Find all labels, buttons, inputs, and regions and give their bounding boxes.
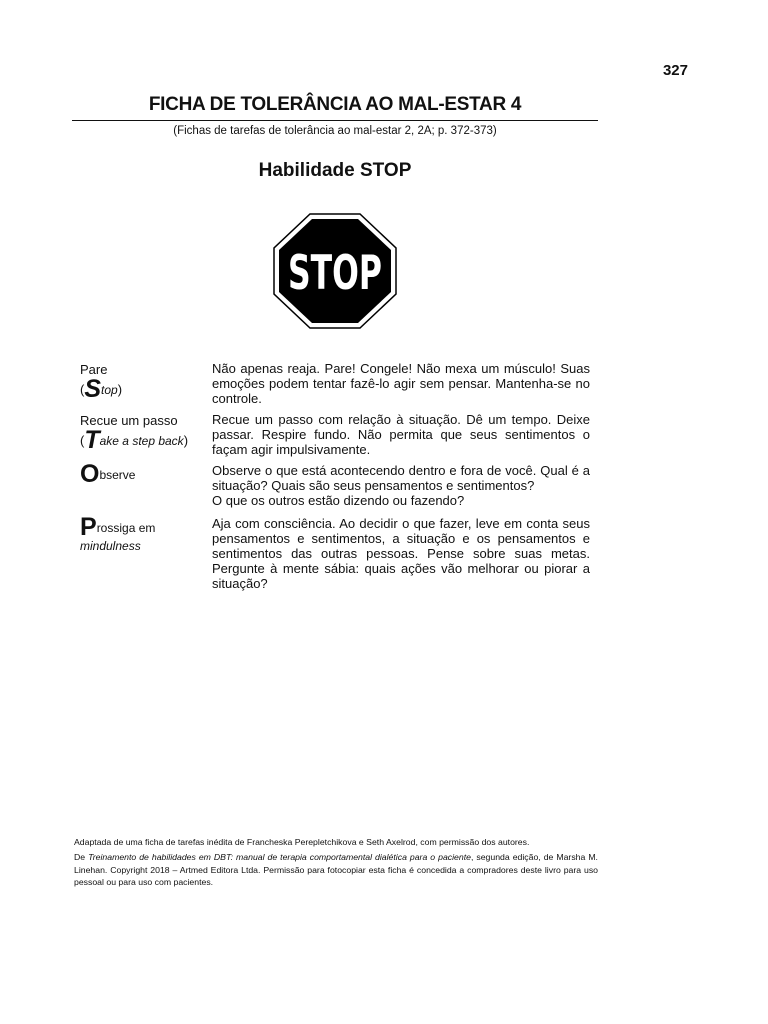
row-description: Recue um passo com relação à situação. Dê um tempo. Deixe passar. Respire fundo. Não permita que seus sentimentos o façam agir impulsivamente. (212, 412, 590, 457)
description-line: O que os outros estão dizendo ou fazendo? (212, 493, 465, 508)
label-mindfulness: mindulness (80, 539, 141, 553)
initial-letter: S (84, 375, 102, 403)
copyright-text: , segunda edição, de Marsha M. Linehan. Copyright 2018 – Artmed Editora Ltda. Permissão para fotocopiar esta ficha é concedida a compradores deste livro para uso pessoal ou para uso com pacientes. (74, 852, 598, 887)
adaptation-note: Adaptada de uma ficha de tarefas inédita de Francheska Perepletchikova e Seth Axelrod, com permissão dos autores. (74, 837, 530, 847)
description-line: Observe o que está acontecendo dentro e fora de você. Qual é a situação? Quais são seus pensamentos e sentimentos? (212, 463, 590, 493)
paren-close: ) (117, 382, 123, 397)
row-label (80, 513, 212, 591)
skill-heading: Habilidade STOP (258, 160, 412, 181)
source-prefix: De (74, 852, 89, 863)
initial-letter: O (80, 460, 100, 488)
term-rest: rossiga em (96, 521, 156, 535)
stop-skill-table (80, 361, 600, 591)
initial-letter: T (84, 426, 100, 454)
page-number: 327 (662, 62, 688, 79)
term-rest: ake a step back (99, 434, 184, 448)
row-description: Não apenas reaja. Pare! Congele! Não mexa um músculo! Suas emoções podem tentar fazê-lo agir sem pensar. Mantenha-se no controle. (212, 361, 590, 406)
row-description: Aja com consciência. Ao decidir o que fazer, leve em conta seus pensamentos e sentimentos, a situação e os pensamentos e sentimentos das outras pessoas. Pense sobre suas metas. Pergunte à mente sábia: quais ações vão melhorar ou piorar a situação? (212, 516, 590, 591)
initial-letter: P (80, 513, 97, 541)
row-take-a-step-back (80, 412, 600, 463)
row-observe (80, 460, 600, 516)
title-divider (72, 120, 598, 121)
label-recue: Recue um passo (80, 413, 178, 428)
paren-open: ( (80, 382, 85, 397)
footer-notes (74, 836, 598, 891)
row-stop (80, 361, 600, 412)
sheet-title: FICHA DE TOLERÂNCIA AO MAL-ESTAR 4 (148, 94, 522, 115)
term-rest: top (101, 383, 118, 397)
stop-sign-icon (273, 213, 397, 329)
row-proceed-mindfully (80, 513, 600, 591)
term-rest: bserve (99, 468, 136, 482)
copyright-note (74, 851, 598, 888)
label-observe-term (80, 460, 212, 488)
row-label (80, 460, 212, 516)
book-title: Treinamento de habilidades em DBT: manual de terapia comportamental dialética para o paciente (88, 852, 471, 863)
row-description (212, 463, 590, 516)
paren-open: ( (80, 433, 85, 448)
label-stop-term (80, 375, 212, 403)
sheet-subtitle: (Fichas de tarefas de tolerância ao mal-estar 2, 2A; p. 372-373) (173, 125, 497, 137)
paren-close: ) (183, 433, 189, 448)
stop-sign-text: STOP (288, 246, 382, 301)
row-label (80, 412, 212, 463)
label-proceed-term (80, 513, 212, 541)
label-pare: Pare (80, 362, 108, 377)
label-step-back-term (80, 426, 212, 454)
row-label (80, 361, 212, 412)
